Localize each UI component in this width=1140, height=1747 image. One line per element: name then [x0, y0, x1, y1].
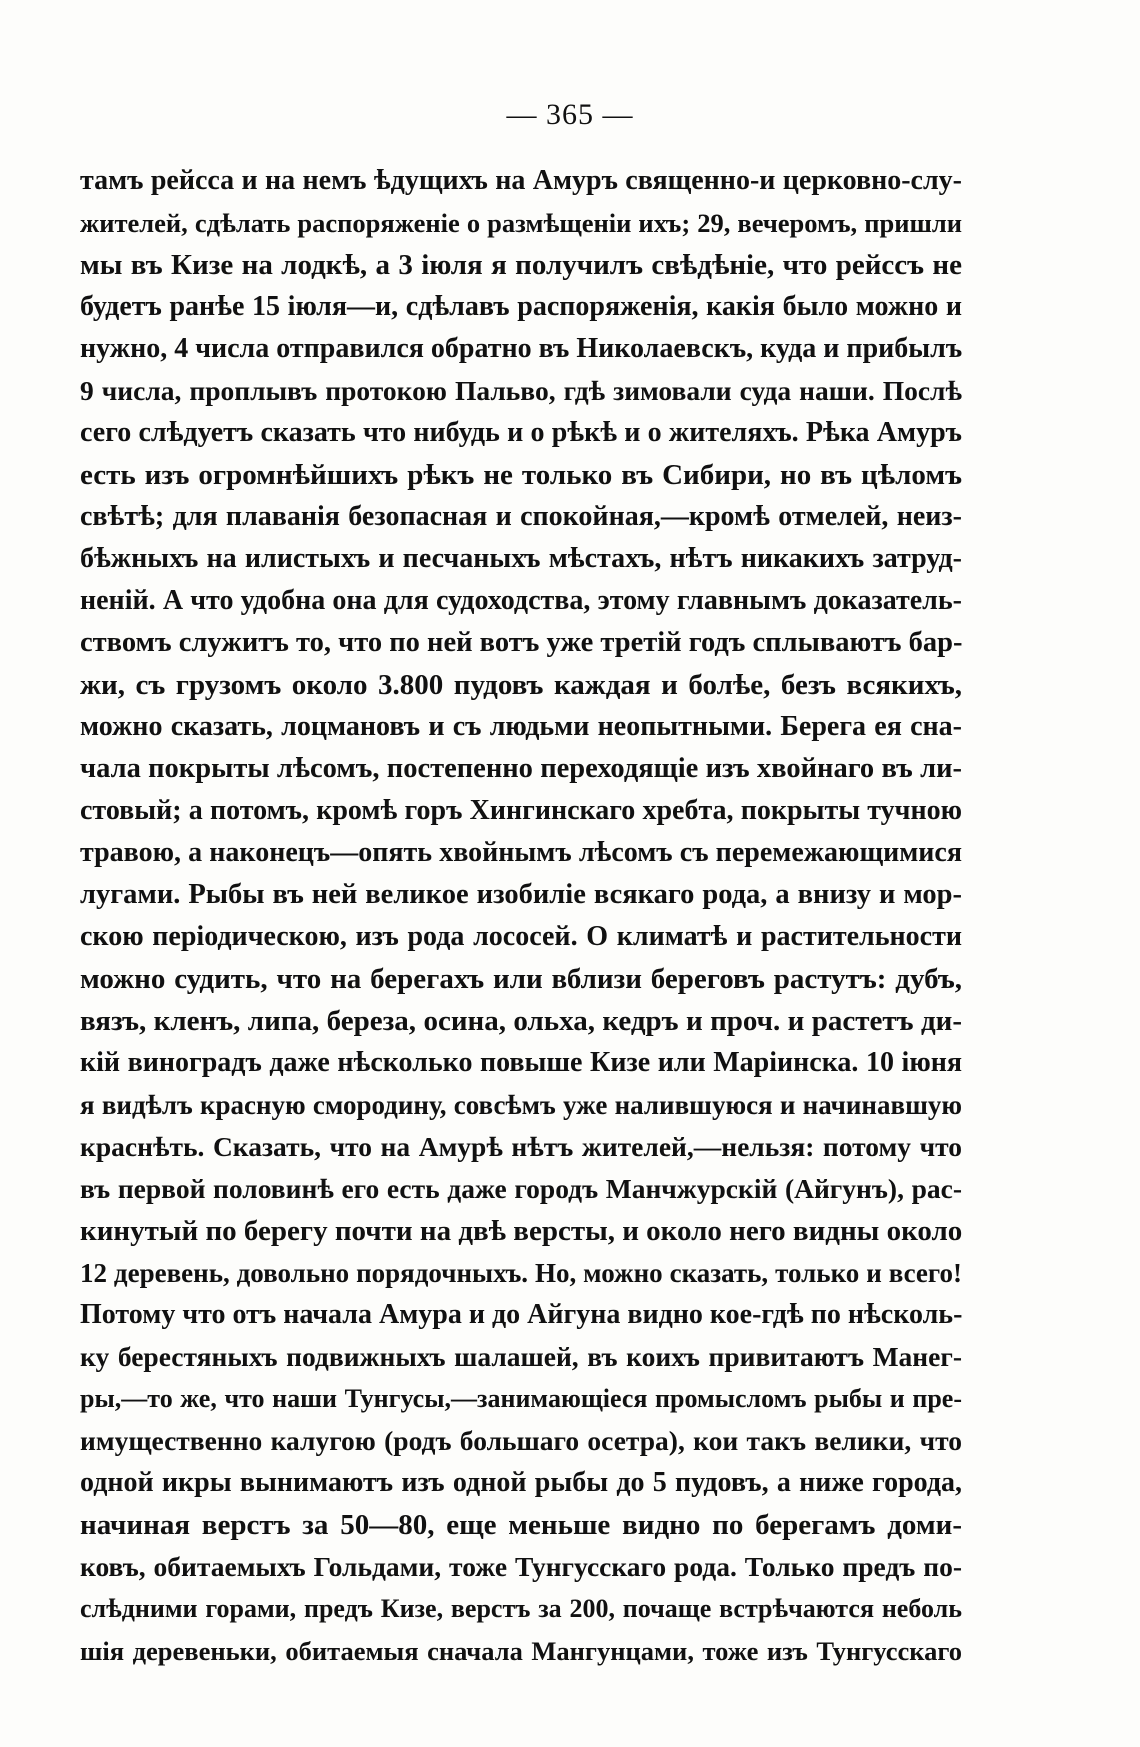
text-line: тамъ рейсса и на немъ ѣдущихъ на Амуръ священно-и церковно-слу- [80, 165, 962, 196]
text-line: лугами. Рыбы въ ней великое изобиліе всякаго рода, а внизу и мор- [80, 879, 962, 910]
text-line: Потому что отъ начала Амура и до Айгуна видно кое-гдѣ по нѣсколь- [80, 1299, 962, 1330]
text-line: жителей, сдѣлать распоряженіе о размѣщеніи ихъ; 29, вечеромъ, пришли [80, 208, 962, 238]
text-line: свѣтѣ; для плаванія безопасная и спокойная,—кромѣ отмелей, неиз- [80, 501, 962, 532]
text-line: слѣдними горами, предъ Кизе, верстъ за 200, почаще встрѣчаются неболь [80, 1594, 962, 1623]
text-line: стовый; а потомъ, кромѣ горъ Хингинскаго хребта, покрыты тучною [80, 795, 962, 826]
text-line: есть изъ огромнѣйшихъ рѣкъ не только въ Сибири, но въ цѣломъ [80, 459, 962, 491]
text-line: жи, съ грузомъ около 3.800 пудовъ каждая и болѣе, безъ всякихъ, [80, 669, 962, 701]
text-line: начиная верстъ за 50—80, еще меньше видно по берегамъ доми- [80, 1509, 962, 1541]
text-line: нужно, 4 числа отправился обратно въ Николаевскъ, куда и прибылъ [80, 333, 962, 364]
text-line: сего слѣдуетъ сказать что нибудь и о рѣкѣ и о жителяхъ. Рѣка Амуръ [80, 417, 962, 448]
text-line: 9 числа, проплывъ протокою Пальво, гдѣ зимовали суда наши. Послѣ [80, 375, 962, 406]
text-line: кій виноградъ даже нѣсколько повыше Кизе или Маріинска. 10 іюня [80, 1047, 962, 1078]
body-text [80, 160, 962, 1672]
page-number: — 365 — [506, 98, 634, 131]
text-line: ку берестяныхъ подвижныхъ шалашей, въ коихъ привитаютъ Манег- [80, 1341, 962, 1372]
text-line: 12 деревень, довольно порядочныхъ. Но, можно сказать, только и всего! [80, 1258, 962, 1288]
text-line: ствомъ служитъ то, что по ней вотъ уже третій годъ сплываютъ бар- [80, 627, 962, 658]
text-line: ковъ, обитаемыхъ Гольдами, тоже Тунгусскаго рода. Только предъ по- [80, 1551, 962, 1582]
text-line: мы въ Кизе на лодкѣ, а 3 іюля я получилъ свѣдѣніе, что рейссъ не [80, 249, 962, 281]
text-line: одной икры вынимаютъ изъ одной рыбы до 5 пудовъ, а ниже города, [80, 1467, 962, 1498]
text-line: неній. А что удобна она для судоходства, этому главнымъ доказатель- [80, 585, 962, 616]
text-line: чала покрыты лѣсомъ, постепенно переходящіе изъ хвойнаго въ ли- [80, 753, 962, 784]
text-line: скою періодическою, изъ рода лососей. О климатѣ и растительности [80, 921, 962, 952]
text-line: можно судить, что на берегахъ или вблизи береговъ растутъ: дубъ, [80, 963, 962, 995]
text-line: въ первой половинѣ его есть даже городъ Манчжурскій (Айгунъ), рас- [80, 1173, 962, 1204]
text-line: шія деревеньки, обитаемыя сначала Мангунцами, тоже изъ Тунгусскаго [80, 1636, 962, 1666]
text-line: бѣжныхъ на илистыхъ и песчаныхъ мѣстахъ, нѣтъ никакихъ затруд- [80, 543, 962, 574]
text-line: будетъ ранѣе 15 іюля—и, сдѣлавъ распоряженія, какія было можно и [80, 291, 962, 322]
text-line: имущественно калугою (родъ большаго осетра), кои такъ велики, что [80, 1425, 962, 1456]
text-line: краснѣть. Сказать, что на Амурѣ нѣтъ жителей,—нельзя: потому что [80, 1131, 962, 1162]
text-line: можно сказать, лоцмановъ и съ людьми неопытными. Берега ея сна- [80, 711, 962, 742]
text-line: травою, а наконецъ—опять хвойнымъ лѣсомъ съ перемежающимися [80, 837, 962, 868]
text-line: ры,—то же, что наши Тунгусы,—занимающіеся промысломъ рыбы и пре- [80, 1384, 962, 1413]
text-line: я видѣлъ красную смородину, совсѣмъ уже налившуюся и начинавшую [80, 1090, 962, 1120]
text-line: вязъ, кленъ, липа, береза, осина, ольха, кедръ и проч. и растетъ ди- [80, 1005, 962, 1037]
text-line: кинутый по берегу почти на двѣ версты, и около него видны около [80, 1215, 962, 1247]
